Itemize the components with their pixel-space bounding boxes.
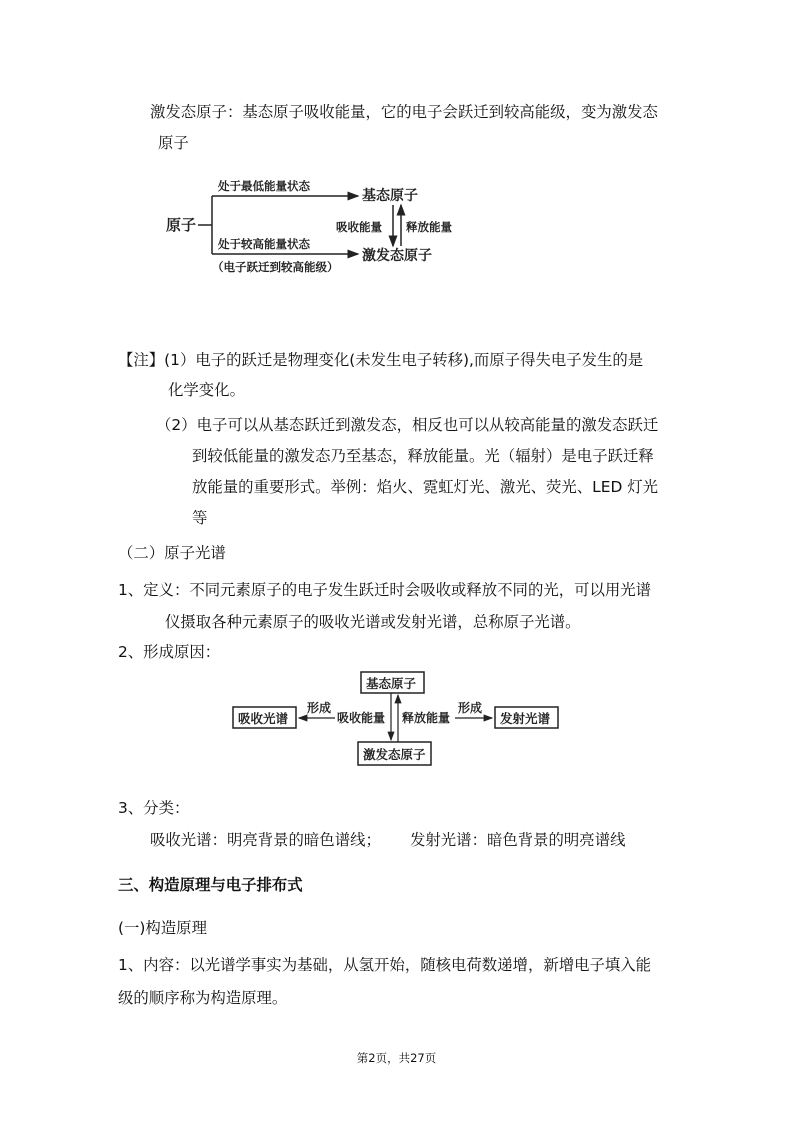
text-line: 级的顺序称为构造原理。 — [118, 989, 288, 1007]
excited-state-box: 激发态原子 — [363, 747, 426, 762]
release-label: 释放能量 — [406, 220, 452, 234]
text-line: 发射光谱：暗色背景的明亮谱线 — [410, 831, 626, 849]
atom-label: 原子 — [166, 216, 197, 234]
text-line: 1、定义：不同元素原子的电子发生跃迁时会吸收或释放不同的光，可以用光谱 — [118, 581, 652, 599]
text-line: 吸收光谱：明亮背景的暗色谱线； — [150, 831, 381, 849]
ground-state-box: 基态原子 — [366, 676, 417, 691]
absorb-energy-label: 吸收能量 — [337, 711, 386, 725]
text-line: 到较低能量的激发态乃至基态，释放能量。光（辐射）是电子跃迁释 — [192, 447, 654, 465]
absorb-label: 吸收能量 — [336, 220, 382, 234]
subsection-heading: (一)构造原理 — [118, 919, 207, 937]
emission-spectrum-box: 发射光谱 — [500, 711, 551, 726]
text-line: 激发态原子：基态原子吸收能量，它的电子会跃迁到较高能级，变为激发态 — [150, 103, 658, 121]
transition-note: （电子跃迁到较高能级） — [212, 260, 339, 274]
ground-state-label: 基态原子 — [362, 188, 418, 204]
form-label-right: 形成 — [458, 701, 483, 715]
spectrum-formation-diagram — [220, 665, 580, 770]
text-line: 【注】(1）电子的跃迁是物理变化(未发生电子转移),而原子得失电子发生的是 — [118, 351, 644, 369]
absorption-spectrum-box: 吸收光谱 — [238, 711, 289, 726]
text-line: 3、分类： — [118, 799, 190, 817]
text-line: 放能量的重要形式。举例：焰火、霓虹灯光、激光、荧光、LED 灯光 — [192, 478, 658, 496]
page-footer: 第2页，共27页 — [356, 1051, 437, 1065]
form-label-left: 形成 — [307, 701, 332, 715]
text-line: 等 — [192, 509, 208, 527]
text-line: 1、内容：以光谱学事实为基础，从氢开始，随核电荷数递增，新增电子填入能 — [118, 956, 652, 974]
section-heading: 三、构造原理与电子排布式 — [118, 876, 303, 894]
text-line: （2）电子可以从基态跃迁到激发态，相反也可以从较高能量的激发态跃迁 — [156, 416, 659, 434]
release-energy-label: 释放能量 — [402, 711, 451, 725]
text-line: 原子 — [158, 134, 189, 152]
high-state-label: 处于较高能量状态 — [218, 237, 310, 251]
low-state-label: 处于最低能量状态 — [218, 179, 310, 193]
text-line: 仪摄取各种元素原子的吸收光谱或发射光谱，总称原子光谱。 — [165, 613, 581, 631]
section-heading: （二）原子光谱 — [118, 544, 226, 562]
text-line: 2、形成原因： — [118, 643, 221, 661]
atom-state-diagram — [150, 170, 470, 280]
excited-state-label: 激发态原子 — [362, 248, 432, 264]
text-line: 化学变化。 — [168, 381, 245, 399]
